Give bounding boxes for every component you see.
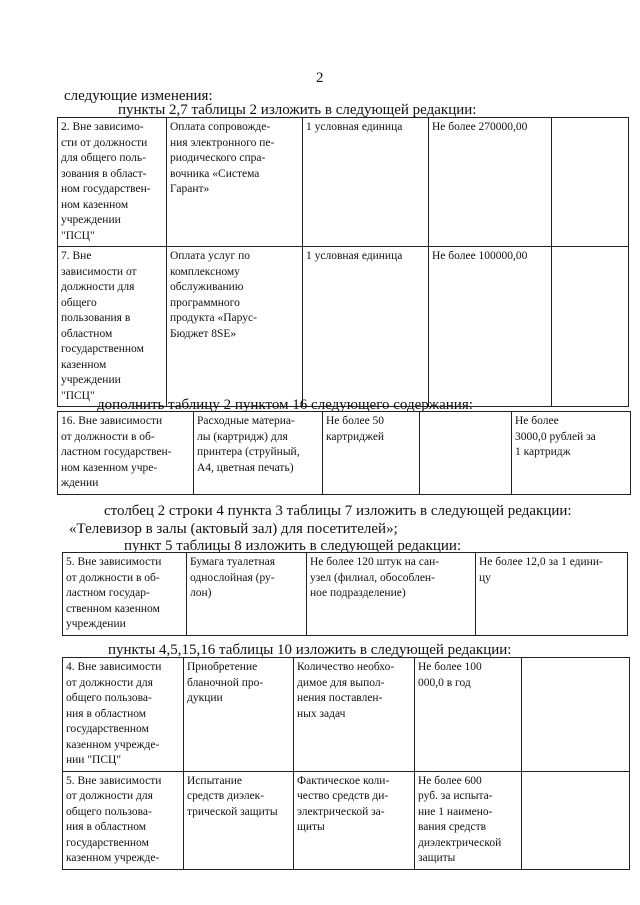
table-cell: Не более 50 картриджей xyxy=(323,412,420,495)
table-cell: Оплата сопровожде- ния электронного пе- риодического спра- вочника «Система Гарант» xyxy=(167,118,303,247)
table-cell: Фактическое коли- чество средств ди- электрической за- щиты xyxy=(294,771,415,869)
table-cell: 16. Вне зависимости от должности в об- ластном государствен- ном казенном учре- ждении xyxy=(58,412,194,495)
table-cell: 5. Вне зависимости от должности в об- ластном государ- ственном казенном учреждении xyxy=(63,553,187,636)
table-row xyxy=(58,412,631,495)
table-cell xyxy=(552,118,629,247)
table-cell: Не более 12,0 за 1 едини- цу xyxy=(476,553,628,636)
table-cell: Не более 3000,0 рублей за 1 картридж xyxy=(512,412,631,495)
table-cell: 7. Вне зависимости от должности для общего пользования в областном государственном казенном учреждении "ПСЦ" xyxy=(58,247,167,407)
table-cell: Оплата услуг по комплексному обслуживанию программного продукта «Парус- Бюджет 8SE» xyxy=(167,247,303,407)
heading-table2-items: пункты 2,7 таблицы 2 изложить в следующей редакции: xyxy=(118,102,477,118)
table-row xyxy=(63,771,630,869)
table-cell: Не более 100000,00 xyxy=(429,247,552,407)
heading-table10: пункты 4,5,15,16 таблицы 10 изложить в следующей редакции: xyxy=(108,642,512,658)
heading-table8: пункт 5 таблицы 8 изложить в следующей редакции: xyxy=(124,538,462,554)
table-cell: Расходные материа- лы (картридж) для принтера (струйный, А4, цветная печать) xyxy=(194,412,323,495)
table-8-item-5 xyxy=(62,552,628,636)
table-cell xyxy=(522,771,630,869)
table-cell: 4. Вне зависимости от должности для общего пользова- ния в областном государственном казенном учрежде- нии "ПСЦ" xyxy=(63,658,184,772)
intro-text: следующие изменения: xyxy=(64,88,213,104)
table-cell: Не более 100 000,0 в год xyxy=(415,658,522,772)
table-2-items-2-7 xyxy=(57,117,629,407)
table-cell xyxy=(552,247,629,407)
table-cell: Испытание средств диэлек- трической защиты xyxy=(184,771,294,869)
table-2-item-16 xyxy=(57,411,631,495)
table-cell xyxy=(420,412,512,495)
table-cell: Бумага туалетная однослойная (ру- лон) xyxy=(187,553,307,636)
page-number: 2 xyxy=(316,70,324,86)
table-cell: 1 условная единица xyxy=(303,118,429,247)
table-cell: Не более 270000,00 xyxy=(429,118,552,247)
table-row xyxy=(63,553,628,636)
table-10-items xyxy=(62,657,630,870)
table-cell: Не более 120 штук на сан- узел (филиал, обособлен- ное подразделение) xyxy=(307,553,476,636)
heading-table2-add: дополнить таблицу 2 пунктом 16 следующего содержания: xyxy=(97,397,473,413)
table-cell xyxy=(522,658,630,772)
table-cell: Приобретение бланочной про- дукции xyxy=(184,658,294,772)
table-cell: Количество необхо- димое для выпол- нения поставлен- ных задач xyxy=(294,658,415,772)
paragraph-tv-text: «Телевизор в залы (актовый зал) для посетителей»; xyxy=(69,521,398,537)
table-row xyxy=(58,247,629,407)
table-cell: 2. Вне зависимо- сти от должности для общего поль- зования в област- ном государствен- ном казенном учреждении "ПСЦ" xyxy=(58,118,167,247)
table-cell: 1 условная единица xyxy=(303,247,429,407)
paragraph-table7-change: столбец 2 строки 4 пункта 3 таблицы 7 изложить в следующей редакции: xyxy=(104,503,572,519)
table-cell: Не более 600 руб. за испыта- ние 1 наимено- вания средств диэлектрической защиты xyxy=(415,771,522,869)
table-cell: 5. Вне зависимости от должности для общего пользова- ния в областном государственном казенном учрежде- xyxy=(63,771,184,869)
table-row xyxy=(63,658,630,772)
table-row xyxy=(58,118,629,247)
